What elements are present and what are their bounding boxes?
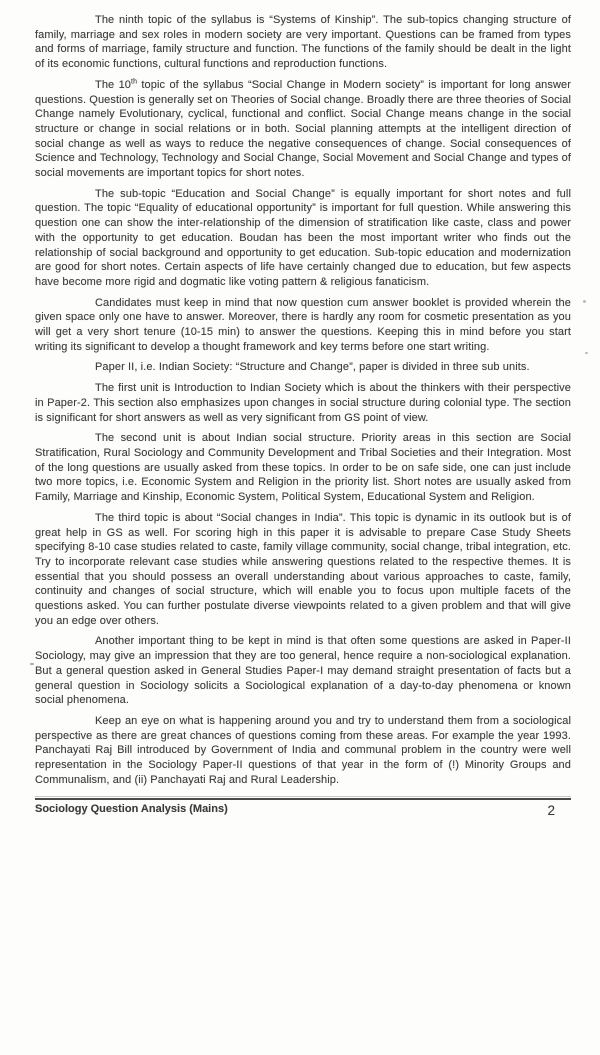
ordinal-superscript: th xyxy=(131,78,138,86)
paragraph-third-topic: The third topic is about “Social changes in India”. This topic is dynamic in its outlook but is of great help in GS as well. For scoring high in this paper it is advisable to prepare Case Study Sheets specifying 8-10 case studies related to caste, family village community, social change, tribal integration, etc. Try to incorporate relevant case studies while answering questions related to the respective themes. It is essential that you should possess an overall understanding about various approaches to caste, family, continuity and changes of social structure, which will enable you to focus upon multiple facets of the questions asked. You can further postulate diverse viewpoints related to a given problem and that will give you an edge over others. xyxy=(35,511,571,627)
page-number: 2 xyxy=(547,803,555,819)
footer-title: Sociology Question Analysis (Mains) xyxy=(35,803,228,816)
paragraph-social-change-post: topic of the syllabus “Social Change in Modern society” is important for long answer questions. Question is generally set on Theories of Social change. Broadly there are three theories of Social Change namely Evolutionary, cyclical, functional and conflict. Social Change means change in the social structure or change in social relations or in both. Social planning attempts at the intelligent direction of social change as well as ways to reduce the negative consequences of change. Social consequences of Science and Technology, Technology and Social Change, Social Movement and Social Change and types of social movements are important topics for short notes. xyxy=(35,78,571,180)
paragraph-social-change-pre: The 10 xyxy=(95,78,132,91)
scan-artifact xyxy=(30,663,34,665)
footer-row xyxy=(35,800,571,818)
page-footer xyxy=(35,796,571,818)
paragraph-paper-two-units: Paper II, i.e. Indian Society: “Structure and Change”, paper is divided in three sub units. xyxy=(95,361,530,374)
paragraph-first-unit: The first unit is Introduction to Indian Society which is about the thinkers with their perspective in Paper-2. This section also emphasizes upon changes in social structure during colonial type. The section is significant for short answers as well as very significant from GS point of view. xyxy=(35,382,571,424)
paragraph-systems-of-kinship: The ninth topic of the syllabus is “Systems of Kinship”. The sub-topics changing structure of family, marriage and sex roles in modern society are very important. Questions can be framed from types and forms of marriage, family structure and function. The functions of the family should be dealt in the light of its economic functions, cultural functions and reproduction functions. xyxy=(35,14,571,71)
paragraph-social-change-topic xyxy=(35,78,571,181)
scan-artifact xyxy=(585,352,588,354)
scan-artifact xyxy=(583,300,586,303)
paragraph-keep-an-eye: Keep an eye on what is happening around you and try to understand them from a sociological perspective as there are great chances of questions coming from these areas. For example the year 1993. Panchayati Raj Bill introduced by Government of India and communal problem in the country were well representation in the Sociology Paper-II questions of that year in the form of (!) Minority Groups and Communalism, and (ii) Panchayati Raj and Rural Leadership. xyxy=(35,714,571,786)
paragraph-education-social-change: The sub-topic “Education and Social Change” is equally important for short notes and full question. The topic “Equality of educational opportunity” is important for full question. While answering this question one can show the inter-relationship of the dimension of stratification like caste, class and power with the opportunity to get education. Boudan has been the most important writer who finds out the relationship of social background and opportunity to get education. Sub-topic education and modernization are good for short notes. Certain aspects of life have certainly changed due to education, but few aspects have become more rigid and dogmatic like voting pattern & religious fanaticism. xyxy=(35,187,571,288)
paragraph-answer-booklet: Candidates must keep in mind that now question cum answer booklet is provided wherein the given space only one have to answer. Moreover, there is hardly any room for cosmetic presentation as you will get a very short tenure (10-15 min) to answer the questions. Keeping this in mind before you start writing its significant to develop a thought framework and key terms before one start writing. xyxy=(35,296,571,353)
paragraph-second-unit: The second unit is about Indian social structure. Priority areas in this section are Social Stratification, Rural Sociology and Community Development and Tribal Societies and their Integration. Most of the long questions are usually asked from these topics. In order to be on safe side, one can just include two more topics, i.e. Economic System and Religion in the priority list. Short notes are usually asked from Family, Marriage and Kinship, Economic System, Political System, Educational System and Religion. xyxy=(35,432,571,504)
paragraph-paper-two-questions: Another important thing to be kept in mind is that often some questions are asked in Paper-II Sociology, may give an impression that they are too general, hence require a non-sociological explanation. But a general question asked in General Studies Paper-I may demand straight presentation of facts but a general question in Sociology solicits a Sociological explanation of a day-to-day phenomena or known social phenomena. xyxy=(35,635,571,707)
page-content xyxy=(35,13,571,818)
